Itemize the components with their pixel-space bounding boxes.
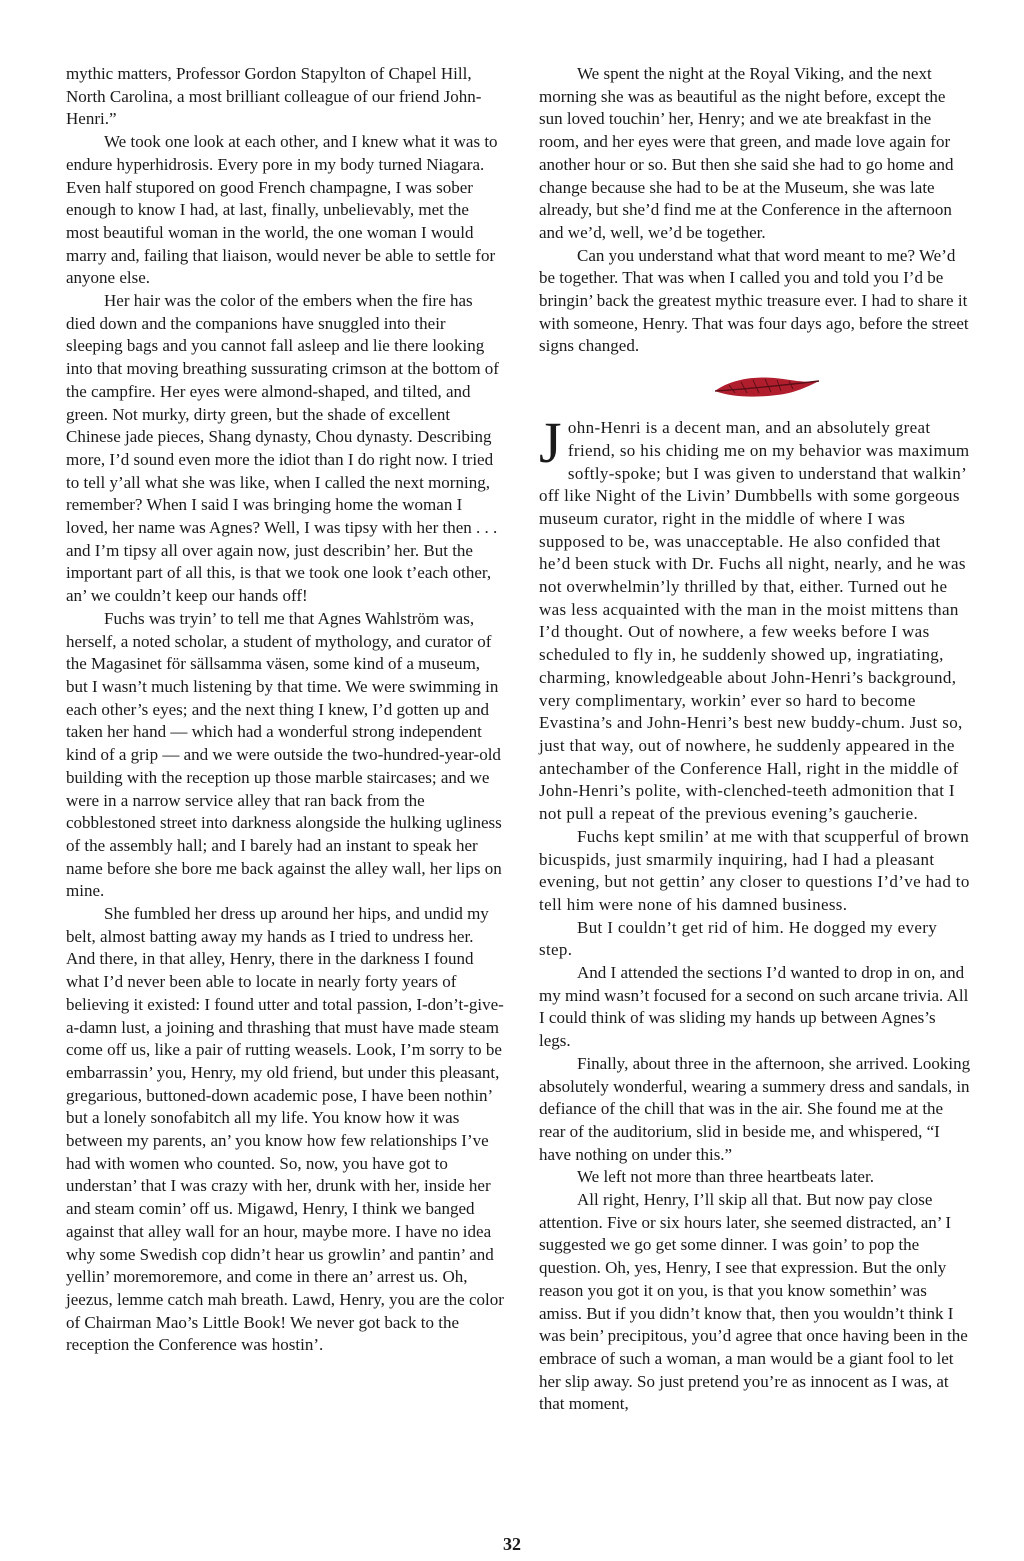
paragraph: We left not more than three heartbeats later. — [577, 1167, 874, 1187]
paragraph: And I attended the sections I’d wanted to drop in on, and my mind wasn’t focused for a second on such arcane trivia. All I could think of was sliding my hands up between Agnes’s legs. — [539, 963, 969, 1051]
paragraph: Fuchs was tryin’ to tell me that Agnes Wahlström was, herself, a noted scholar, a student of mythology, and curator of the Magasinet för sällsamma väsen, some kind of a museum, but I wasn’t much listening by that time. We were swimming in each other’s eyes; and the next thing I knew, I’d gotten up and taken her hand — which had a wonderful strong independent kind of a grip — and we were outside the two-hundred-year-old building with the reception up those marble staircases; and we were in a narrow service alley that ran back from the cobblestoned street into darkness alongside the hulking ugliness of the assembly hall; and I barely had an instant to speak her name before she bore me back against the alley wall, her lips on mine. — [66, 608, 502, 901]
feather-ornament-icon — [689, 371, 821, 401]
paragraph: She fumbled her dress up around her hips, and undid my belt, almost batting away my hands as I tried to undress her. And there, in that alley, Henry, there in the darkness I found what I’d never been able to locate in nearly forty years of believing it existed: I found utter and total passion, I-don’t-give-a-damn lust, a joining and thrashing that must have made steam come off us, like a pair of rutting weasels. Look, I’m sorry to be embarrassin’ you, Henry, my old friend, but under this pleasant, gregarious, buttoned-down academic pose, I have been nothin’ but a lonely sonofabitch all my life. You know how it was between my parents, an’ you know how few relationships I’ve had with women who counted. So, now, you have got to understan’ that I was crazy with her, drunk with her, inside her and steam comin’ off us. Migawd, Henry, I think we banged against that alley wall for an hour, maybe more. I have no idea why some Swedish cop didn’t hear us growlin’ and pantin’ and yellin’ moremoremore, and come in there an’ arrest us. Oh, jeezus, lemme catch mah breath. Lawd, Henry, you are the color of Chairman Mao’s Little Book! We never got back to the reception the Conference was hostin’. — [66, 904, 504, 1355]
right-column — [539, 63, 971, 1416]
left-column — [66, 63, 504, 1357]
paragraph: We took one look at each other, and I knew what it was to endure hyperhidrosis. Every pore in my body turned Niagara. Even half stupored on good French champagne, I was sober enough to know I had, at last, finally, unbelievably, met the most beautiful woman in the world, the one woman I would marry and, failing that liaison, would never be able to settle for anyone else. — [66, 132, 498, 288]
paragraph: Finally, about three in the afternoon, she arrived. Looking absolutely wonderful, wearing a summery dress and sandals, in defiance of the chill that was in the air. She found me at the rear of the auditorium, slid in beside me, and whispered, “I have nothing on under this.” — [539, 1053, 971, 1164]
paragraph: mythic matters, Professor Gordon Stapylton of Chapel Hill, North Carolina, a most brilliant colleague of our friend John-Henri.” — [66, 64, 482, 129]
dropcap-paragraph-text: ohn-Henri is a decent man, and an absolutely great friend, so his chiding me on my behavior was maximum softly-spoke; but I was given to understand that walkin’ off like Night of the Livin’ Dumbbells with some gorgeous museum curator, right in the middle of where I was supposed to be, was unacceptable. He also confided that he’d been stuck with Dr. Fuchs all night, nearly, and he was not overwhelmin’ly thrilled by that, either. Turned out he was less acquainted with the man in the moist mittens than I’d thought. Out of nowhere, a few weeks before I was scheduled to fly in, he suddenly showed up, ingratiating, charming, knowledgeable about John-Henri’s background, very complimentary, workin’ ever so hard to become Evastina’s and John-Henri’s best new buddy-chum. Just so, just that way, out of nowhere, he suddenly appeared in the antechamber of the Conference Hall, right in the middle of John-Henri’s polite, with-clenched-teeth admonition that I not pull a repeat of the previous evening’s gaucherie. — [539, 418, 970, 824]
dropcap-paragraph — [539, 410, 971, 826]
dropcap-letter: J — [539, 410, 562, 476]
paragraph: Fuchs kept smilin’ at me with that scupperful of brown bicuspids, just smarmily inquiring, had I had a pleasant evening, but not gettin’ any closer to questions I’d’ve had to tell him were none of his damned business. — [539, 826, 970, 914]
paragraph: All right, Henry, I’ll skip all that. But now pay close attention. Five or six hours later, she seemed distracted, an’ I suggested we go get some dinner. I was goin’ to pop the question. Oh, yes, Henry, I see that expression. But the only reason you got it on you, is that you know somethin’ was amiss. But if you didn’t know that, then you wouldn’t think I was bein’ precipitous, you’d agree that once having been in the embrace of such a woman, a man would be a giant fool to let her slip away. So just pretend you’re as innocent as I was, at that moment, — [539, 1190, 968, 1414]
paragraph: Can you understand what that word meant to me? We’d be together. That was when I called you and told you I’d be bringin’ back the greatest mythic treasure ever. I had to share it with someone, Henry. That was four days ago, before the street signs changed. — [539, 245, 969, 356]
paragraph: But I couldn’t get rid of him. He dogged my every step. — [539, 917, 938, 960]
paragraph: We spent the night at the Royal Viking, and the next morning she was as beautiful as the night before, except the sun loved touchin’ her, Henry; and we ate breakfast in the room, and her eyes were that green, and made love again for another hour or so. But then she said she had to go home and change because she had to be at the Museum, she was late already, but she’d find me at the Conference in the afternoon and we’d, well, we’d be together. — [539, 64, 954, 242]
paragraph: Her hair was the color of the embers when the fire has died down and the companions have snuggled into their sleeping bags and you cannot fall asleep and lie there looking into that moving breathing sussurating crimson at the bottom of the campfire. Her eyes were almond-shaped, and tilted, and green. Not murky, dirty green, but the shade of excellent Chinese jade pieces, Shang dynasty, Chou dynasty. Describing more, I’d sound even more the idiot than I do right now. I tried to tell y’all what she was like, when I called the next morning, remember? When I said I was bringing home the woman I loved, her name was Agnes? Well, I was tipsy with her then . . . and I’m tipsy all over again now, just describin’ her. But the important part of all this, is that we took one look t’each other, an’ we couldn’t keep our hands off! — [66, 291, 499, 606]
page-number: 32 — [503, 1534, 521, 1554]
